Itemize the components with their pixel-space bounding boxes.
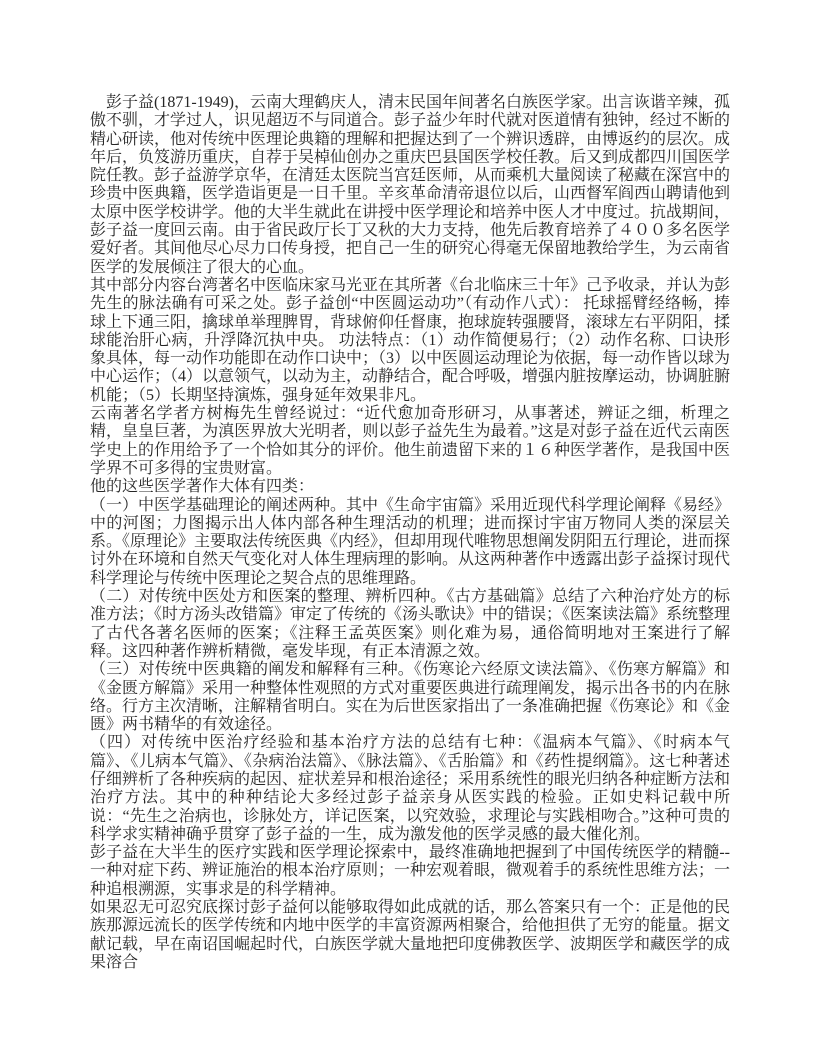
paragraph-biography: 彭子益(1871-1949)，云南大理鹤庆人，清末民国年间著名白族医学家。出言诙谐辛辣，孤傲不驯，才学过人，识见超迈不与同道合。彭子益少年时代就对医道情有独钟，经过不断的精心研读，他对传统中医理论典籍的理解和把握达到了一个辨识透辟，由博返约的层次。成年后，负笈游历重庆，自荐于吴棹仙创办之重庆巴县国医学校任教。后又到成都四川国医学院任教。彭子益游学京华，在清廷太医院当宫廷医师，从而乘机大量阅读了秘藏在深宫中的珍贵中医典籍，医学造诣更是一日千里。辛亥革命清帝退位以后，山西督军阎西山聘请他到太原中医学校讲学。他的大半生就此在讲授中医学理论和培养中医人才中度过。抗战期间，彭子益一度回云南。由于省民政厅长丁又秋的大力支持，他先后教育培养了４００多名医学爱好者。其间他尽心尽力口传身授，把自己一生的研究心得毫无保留地教给学生，为云南省医学的发展倾注了很大的心血。 bbox=[90, 94, 731, 276]
paragraph-category-1: （一）中医学基础理论的阐述两种。其中《生命宇宙篇》采用近现代科学理论阐释《易经》中的河图；力图揭示出人体内部各种生理活动的机理；进而探讨宇宙万物同人类的深层关系。《原理论》主要取法传统医典《内经》，但却用现代唯物思想阐发阴阳五行理论，进而探讨外在环境和自然天气变化对人体生理病理的影响。从这两种著作中透露出彭子益探讨现代科学理论与传统中医理论之契合点的思维理路。 bbox=[90, 496, 731, 587]
document-body bbox=[90, 94, 730, 972]
paragraph-scholar-evaluation: 云南著名学者方树梅先生曾经说过：“近代愈加奇形研习，从事著述，辨证之细，析理之精，皇皇巨著，为滇医界放大光明者，则以彭子益先生为最着。”这是对彭子益在近代云南医学史上的作用给予了一个恰如其分的评价。他生前遗留下来的１６种医学著作，是我国中医学界不可多得的宝贵财富。 bbox=[90, 405, 731, 477]
paragraph-category-3: （三）对传统中医典籍的阐发和解释有三种。《伤寒论六经原文读法篇》、《伤寒方解篇》和《金匮方解篇》采用一种整体性观照的方式对重要医典进行疏理阐发，揭示出各书的内在脉络。行方主次清晰，注解精省明白。实在为后世医家指出了一条准确把握《伤寒论》和《金匮》两书精华的有效途径。 bbox=[90, 661, 731, 734]
paragraph-circular-motion-qigong: 其中部分内容台湾著名中医临床家马光亚在其所著《台北临床三十年》己予收录，并认为彭先生的脉法确有可采之处。彭子益创“中医圆运动功”（有动作八式）： 托球摇臂经络畅，捧球上下通三阳，擒球单举理脾胃，背球俯仰任督康，抱球旋转强腰肾，滚球左右平阴阳，揉球能治肝心病，升浮降沉执中央。 功法特点：（1）动作简便易行；（2）动作名称、口诀形象具体，每一动作功能即在动作口诀中；（3）以中医圆运动理论为依据，每一动作皆以球为中心运作；（4）以意领气，以动为主，动静结合，配合呼吸，增强内脏按摩运动，协调脏腑机能；（5）长期坚持演炼，强身延年效果非凡。 bbox=[90, 276, 731, 404]
paragraph-essence-summary: 彭子益在大半生的医疗实践和医学理论探索中，最终准确地把握到了中国传统医学的精髓--一种对症下药、辨证施治的根本治疗原则；一种宏观着眼，微观着手的系统性思维方法；一种追根溯源，实事求是的科学精神。 bbox=[90, 844, 731, 898]
paragraph-works-intro: 他的这些医学著作大体有四类： bbox=[90, 478, 315, 496]
paragraph-heritage-conclusion: 如果忍无可忍究底探讨彭子益何以能够取得如此成就的话，那么答案只有一个：正是他的民族那源远流长的医学传统和内地中医学的丰富资源两相聚合，给他担供了无穷的能量。据文献记载，早在南诏国崛起时代，白族医学就大量地把印度佛教医学、波期医学和藏医学的成果溶合 bbox=[90, 899, 731, 971]
paragraph-category-2: （二）对传统中医处方和医案的整理、辨析四种。《古方基础篇》总结了六种治疗处方的标准方法；《时方汤头改错篇》审定了传统的《汤头歌诀》中的错误；《医案读法篇》系统整理了古代各著名医师的医案；《注释王孟英医案》则化难为易，通俗简明地对王案进行了解释。这四种著作辨析精微，毫发毕现，有正本清源之效。 bbox=[90, 588, 731, 660]
paragraph-category-4: （四）对传统中医治疗经验和基本治疗方法的总结有七种：《温病本气篇》、《时病本气篇》、《儿病本气篇》、《杂病治法篇》、《脉法篇》、《舌胎篇》和《药性提纲篇》。这七种著述仔细辨析了各种疾病的起因、症状差异和根治途径；采用系统性的眼光归纳各种症断方法和治疗方法。其中的种种结论大多经过彭子益亲身从医实践的检验。正如史料记载中所说：“先生之治病也，诊脉处方，详记医案，以究效验，求理论与实践相吻合。”这种可贵的科学求实精神确乎贯穿了彭子益的一生，成为激发他的医学灵感的最大催化剂。 bbox=[90, 734, 731, 843]
